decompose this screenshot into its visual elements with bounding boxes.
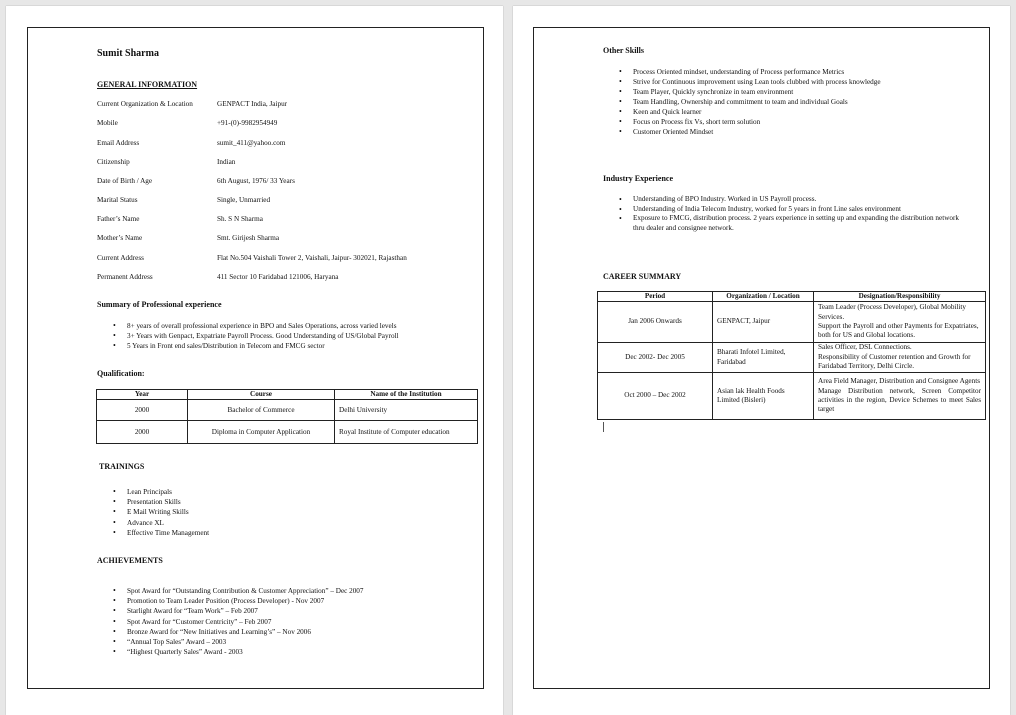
list-item: • Lean Principals (97, 487, 397, 497)
table-cell: Royal Institute of Computer education (335, 421, 478, 444)
general-information-title: GENERAL INFORMATION (97, 80, 198, 89)
table-cell (814, 302, 986, 343)
table-row (97, 400, 478, 421)
qualification-title: Qualification: (97, 369, 145, 378)
table-cell: Diploma in Computer Application (188, 421, 335, 444)
responsibility-text: Support the Payroll and other Payments for Expatriates, both for US and Global locations. (818, 322, 979, 340)
table-row (97, 421, 478, 444)
page-2 (513, 6, 1010, 715)
table-cell: Delhi University (335, 400, 478, 421)
list-item: • Effective Time Management (97, 528, 397, 538)
table-row (598, 343, 986, 373)
table-cell: GENPACT, Jaipur (713, 302, 814, 343)
candidate-name: Sumit Sharma (97, 48, 159, 59)
table-cell: Asian lak Health Foods Limited (Bisleri) (713, 373, 814, 420)
info-label: Current Address (97, 254, 144, 262)
career-summary-table (597, 291, 986, 420)
other-skills-title: Other Skills (603, 46, 644, 55)
summary-list (97, 321, 477, 352)
trainings-list (97, 487, 397, 538)
list-item: • Exposure to FMCG, distribution process. 2 years experience in setting up and expanding the distribution network thru dealer and consignee network. (603, 214, 963, 233)
info-value: sumit_411@yahoo.com (217, 139, 286, 147)
trainings-title: TRAININGS (99, 462, 145, 471)
table-cell: Bharati Infotel Limited, Faridabad (713, 343, 814, 373)
list-item: • Keen and Quick learner (603, 107, 983, 117)
list-item: • Understanding of BPO Industry. Worked in US Payroll process. (603, 195, 963, 205)
info-label: Permanent Address (97, 273, 153, 281)
info-label: Current Organization & Location (97, 100, 193, 108)
table-header: Designation/Responsibility (814, 292, 986, 302)
designation-text: Area Field Manager, Distribution and Consignee Agents (818, 377, 980, 386)
list-item: • “Annual Top Sales” Award – 2003 (97, 637, 477, 647)
info-label: Email Address (97, 139, 140, 147)
table-row (598, 373, 986, 420)
info-label: Mother’s Name (97, 234, 143, 242)
designation-text: Team Leader (Process Developer), Global Mobility Services. (818, 303, 966, 321)
list-item: • Process Oriented mindset, understanding of Process performance Metrics (603, 67, 983, 77)
info-value: Smt. Girijesh Sharma (217, 234, 280, 242)
info-value: 411 Sector 10 Faridabad 121006, Haryana (217, 273, 339, 281)
responsibility-text: Manage Distribution network, Screen Competitor activities in the region, Device Schemes to meet Sales target (818, 386, 981, 414)
table-cell: 2000 (97, 421, 188, 444)
info-value: Flat No.504 Vaishali Tower 2, Vaishali, Jaipur- 302021, Rajasthan (217, 254, 407, 262)
table-cell: Dec 2002- Dec 2005 (598, 343, 713, 373)
list-item: • Strive for Continuous improvement using Lean tools clubbed with process knowledge (603, 77, 983, 87)
table-header: Organization / Location (713, 292, 814, 302)
industry-experience-title: Industry Experience (603, 174, 673, 183)
table-header: Name of the Institution (335, 390, 478, 400)
list-item: • Promotion to Team Leader Position (Process Developer) - Nov 2007 (97, 596, 477, 606)
list-item: • Focus on Process fix Vs, short term solution (603, 117, 983, 127)
list-item: • Spot Award for “Outstanding Contribution & Customer Appreciation” – Dec 2007 (97, 586, 477, 596)
page-1 (6, 6, 503, 715)
info-value: +91-(0)-9982954949 (217, 119, 278, 127)
info-label: Marital Status (97, 196, 138, 204)
table-cell: 2000 (97, 400, 188, 421)
achievements-title: ACHIEVEMENTS (97, 556, 163, 565)
list-item: • Advance XL (97, 518, 397, 528)
list-item: • “Highest Quarterly Sales” Award - 2003 (97, 647, 477, 657)
list-item: • Team Handling, Ownership and commitment to team and individual Goals (603, 97, 983, 107)
list-item: • Presentation Skills (97, 497, 397, 507)
responsibility-text: Responsibility of Customer retention and Growth for Faridabad Territory, Delhi Circle. (818, 352, 971, 371)
designation-text: Sales Officer, DSL Connections. (818, 343, 912, 352)
other-skills-list (603, 67, 983, 137)
list-item: • Understanding of India Telecom Industry, worked for 5 years in front Line sales environment (603, 205, 963, 215)
list-item: • 3+ Years with Genpact, Expatriate Payroll Process. Good Understanding of US/Global Payroll (97, 331, 477, 341)
list-item: • Spot Award for “Customer Centricity” – Feb 2007 (97, 617, 477, 627)
info-label: Father’s Name (97, 215, 140, 223)
achievements-list (97, 586, 477, 657)
info-value: Indian (217, 158, 236, 166)
info-value: GENPACT India, Jaipur (217, 100, 288, 108)
info-value: 6th August, 1976/ 33 Years (217, 177, 295, 185)
list-item: • Starlight Award for “Team Work” – Feb 2007 (97, 606, 477, 616)
list-item: • E Mail Writing Skills (97, 507, 397, 517)
industry-experience-list (603, 195, 963, 233)
table-cell: Jan 2006 Onwards (598, 302, 713, 343)
summary-title: Summary of Professional experience (97, 300, 222, 309)
list-item: • 5 Years in Front end sales/Distribution in Telecom and FMCG sector (97, 341, 477, 351)
text-cursor (603, 422, 604, 432)
info-label: Mobile (97, 119, 118, 127)
table-header: Course (188, 390, 335, 400)
qualification-table (96, 389, 478, 444)
table-header: Period (598, 292, 713, 302)
list-item: • 8+ years of overall professional experience in BPO and Sales Operations, across varied levels (97, 321, 477, 331)
list-item: • Customer Oriented Mindset (603, 127, 983, 137)
info-value: Sh. S N Sharma (217, 215, 263, 223)
table-cell: Oct 2000 – Dec 2002 (598, 373, 713, 420)
table-cell (814, 343, 986, 373)
info-label: Date of Birth / Age (97, 177, 153, 185)
table-row (598, 302, 986, 343)
table-cell (814, 373, 986, 420)
list-item: • Bronze Award for “New Initiatives and Learning’s” – Nov 2006 (97, 627, 477, 637)
table-cell: Bachelor of Commerce (188, 400, 335, 421)
list-item: • Team Player, Quickly synchronize in team environment (603, 87, 983, 97)
table-header: Year (97, 390, 188, 400)
career-summary-title: CAREER SUMMARY (603, 272, 682, 281)
info-label: Citizenship (97, 158, 130, 166)
info-value: Single, Unmarried (217, 196, 271, 204)
